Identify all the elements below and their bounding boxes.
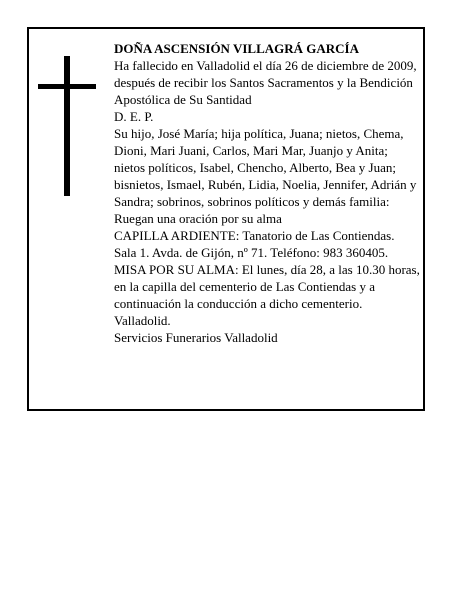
deceased-name: DOÑA ASCENSIÓN VILLAGRÁ GARCÍA [114,41,360,56]
rip-abbreviation: D. E. P. [114,109,154,124]
cross-vertical-bar [64,56,70,196]
family-list: Su hijo, José María; hija política, Juana; nietos, Chema, Dioni, Mari Juani, Carlos, Mari Mar, Juanjo y Anita; nietos políticos, Isabel, Chencho, Alberto, Bea y Juan; bisnietos, Ismael, Rubén, Lidia, Noelia, Jennifer, Adrián y Sandra; sobrinos, sobrinos políticos y demás familia: [114,126,417,209]
mass-info: MISA POR SU ALMA: El lunes, día 28, a las 10.30 horas, en la capilla del cementerio de Las Contiendas y a continuación la conducción a dicho cementerio. [114,262,420,311]
city: Valladolid. [114,313,171,328]
cross-horizontal-bar [38,84,96,89]
funeral-chapel-info: CAPILLA ARDIENTE: Tanatorio de Las Contiendas. Sala 1. Avda. de Gijón, nº 71. Teléfono: 983 360405. [114,228,395,260]
death-announcement: Ha fallecido en Valladolid el día 26 de diciembre de 2009, después de recibir los Santos Sacramentos y la Bendición Apostólica de Su Santidad [114,58,417,107]
obituary-text [114,40,420,346]
prayer-request: Ruegan una oración por su alma [114,211,282,226]
funeral-services-name: Servicios Funerarios Valladolid [114,330,278,345]
